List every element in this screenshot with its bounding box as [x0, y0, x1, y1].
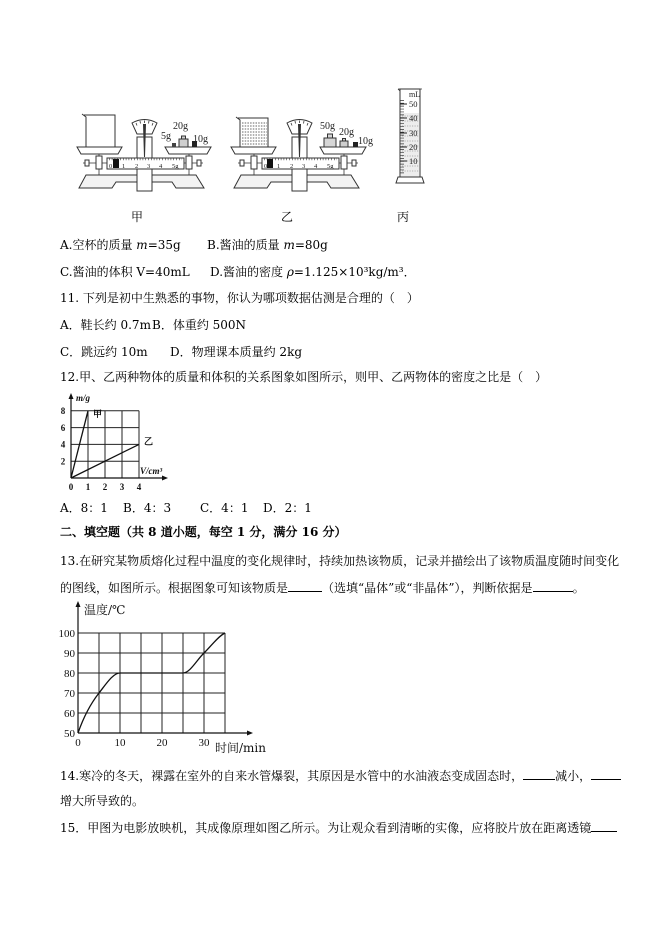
x-tick-label: 4 [136, 482, 142, 492]
beam-scale-label: 0 [264, 163, 268, 170]
option-variable: m [283, 238, 295, 252]
y-tick-label: 2 [60, 456, 66, 467]
q11-option-c: C．跳远约 10m [60, 345, 148, 359]
option-value: =80g [294, 238, 328, 252]
x-axis-label: 时间/min [215, 741, 266, 755]
option-variable: ρ [286, 265, 294, 279]
q14-text-part: 14.寒冷的冬天，裸露在室外的自来水管爆裂，其原因是水管中的水油液态变成固态时， [60, 769, 524, 783]
q13-text-part: （选填“晶体”或“非晶体”），判断依据是 [322, 581, 533, 595]
q14-line-2: 增大所导致的。 [60, 794, 145, 808]
q15-text: 15．甲图为电影放映机，其成像原理如图乙所示。为让观众看到清晰的实像，应将胶片放在距离透镜 [60, 821, 592, 835]
right-balance-nut[interactable] [352, 160, 356, 166]
q12-stem: 12.甲、乙两种物体的质量和体积的关系图象如图所示，则甲、乙两物体的密度之比是（ ） [60, 370, 548, 384]
option-text: A.空杯的质量 [60, 238, 137, 252]
q13-text-part: 。 [572, 581, 585, 595]
weight-5g [172, 143, 176, 147]
figure-caption-jia: 甲 [131, 210, 144, 224]
q15-line-1 [60, 819, 617, 836]
right-pan [165, 147, 211, 154]
y-tick-label: 50 [64, 727, 75, 740]
y-tick-label: 8 [60, 405, 66, 416]
beam-scale-label: 3 [147, 163, 151, 170]
answer-blank [288, 579, 322, 592]
weight-20g [340, 141, 348, 147]
x-axis-arrow-icon [162, 476, 168, 481]
weight-20g-knob [343, 139, 346, 142]
series-line [78, 633, 225, 733]
weight-label: 10g [358, 136, 373, 147]
left-balance-nut[interactable] [85, 160, 89, 166]
empty-beaker [82, 114, 115, 147]
weight-label: 20g [173, 121, 188, 132]
y-tick-label: 90 [64, 647, 75, 660]
right-beam-support [341, 156, 347, 169]
answer-blank [591, 767, 621, 780]
left-pan [231, 147, 276, 154]
x-tick-label: 10 [114, 737, 126, 749]
q13-temperature-time-chart [55, 598, 270, 758]
option-text: C.酱油的体积 V=40mL [60, 265, 190, 279]
rider [267, 159, 273, 168]
right-balance-nut[interactable] [197, 160, 201, 166]
y-tick-label: 70 [64, 687, 75, 700]
beam-scale-label: 4 [159, 163, 163, 170]
left-balance-nut[interactable] [240, 160, 244, 166]
q13-line-1: 13.在研究某物质熔化过程中温度的变化规律时，持续加热该物质，记录并描绘出了该物质温度随时间变化 [60, 554, 620, 568]
beam-scale-label: 2 [135, 163, 139, 170]
left-pan [77, 147, 122, 154]
beam-scale-label: 1 [122, 163, 126, 170]
q10-option-a [60, 237, 181, 253]
q12-option-d: D．2：1 [263, 501, 312, 515]
q10-option-d [210, 264, 416, 280]
y-axis-label: m/g [76, 393, 91, 403]
y-axis-arrow-icon [76, 601, 81, 607]
right-pan [320, 147, 366, 154]
figure-caption-bing: 丙 [397, 210, 410, 224]
answer-blank [533, 579, 573, 592]
beam-scale-label: 3 [302, 163, 306, 170]
x-axis-arrow-icon [247, 731, 253, 736]
q10-option-c [60, 264, 190, 280]
weight-50g-knob [328, 134, 333, 138]
q11-option-d: D．物理课本质量约 2kg [170, 345, 303, 359]
q11-option-a: A．鞋长约 0.7m [60, 318, 151, 332]
measuring-cylinder-figure [393, 86, 433, 186]
q12-mass-volume-chart [55, 390, 175, 495]
y-axis-arrow-icon [69, 393, 74, 399]
beam-scale-label: 1 [277, 163, 281, 170]
y-tick-label: 6 [60, 422, 66, 433]
x-tick-label: 0 [75, 737, 81, 749]
beam-scale-label: 4 [314, 163, 318, 170]
q11-option-b: B．体重约 500N [152, 318, 247, 332]
y-tick-label: 60 [64, 707, 75, 720]
beam-scale-label: 5g [172, 163, 179, 170]
weight-label: 50g [320, 121, 335, 132]
q11-stem: 11. 下列是初中生熟悉的事物，你认为哪项数据估测是合理的（ ） [60, 291, 419, 305]
q12-option-c: C．4：1 [200, 501, 249, 515]
q14-text-part: 减小， [555, 769, 592, 783]
series-label: 乙 [144, 437, 154, 448]
section-heading: 二、填空题（共 8 道小题，每空 1 分，满分 16 分） [60, 525, 347, 539]
x-tick-label: 20 [156, 737, 168, 749]
cylinder-base [396, 177, 424, 183]
beam-scale-label: 5g [327, 163, 334, 170]
q10-option-b [207, 237, 328, 253]
x-tick-label: 30 [198, 737, 210, 749]
y-tick-label: 100 [58, 627, 75, 640]
option-text: B.酱油的质量 [207, 238, 284, 252]
x-tick-label: 2 [102, 482, 108, 492]
weight-label: 10g [193, 134, 208, 145]
option-text: D.酱油的密度 [210, 265, 287, 279]
q14-line-1 [60, 767, 621, 784]
answer-blank [523, 767, 555, 780]
right-beam-support [186, 156, 192, 169]
figure-caption-yi: 乙 [281, 210, 294, 224]
y-tick-label: 4 [60, 439, 66, 450]
balance-jia-figure [72, 110, 222, 194]
weight-50g [324, 138, 336, 147]
x-tick-label: 0 [68, 482, 74, 492]
left-beam-support [251, 156, 257, 169]
x-tick-label: 3 [119, 482, 125, 492]
q12-option-b: B．4：3 [123, 501, 172, 515]
x-tick-label: 1 [85, 482, 91, 492]
weight-20g [179, 139, 188, 147]
option-value: =1.125×10³kg/m³． [293, 265, 416, 279]
balance-yi-figure [227, 110, 382, 194]
answer-blank [591, 819, 617, 832]
option-variable: m [136, 238, 148, 252]
series-label: 甲 [93, 409, 103, 420]
weight-label: 5g [161, 131, 171, 142]
cylinder-mark-label: 30 [409, 128, 418, 138]
cylinder-mark-label: 50 [409, 99, 418, 109]
y-axis-label: 温度/℃ [84, 603, 126, 617]
cylinder-mark-label: 10 [409, 156, 418, 166]
cylinder-mark-label: 20 [409, 142, 418, 152]
q12-option-a: A．8：1 [60, 501, 108, 515]
weight-20g-knob [182, 136, 186, 139]
beam-scale-label: 2 [290, 163, 294, 170]
left-beam-support [96, 156, 102, 169]
filled-beaker [236, 117, 268, 147]
y-tick-label: 80 [64, 667, 75, 680]
q13-line-2 [60, 579, 585, 596]
weight-label: 20g [339, 127, 354, 138]
rider [113, 159, 119, 168]
beam-scale-label: 0 [109, 163, 113, 170]
cylinder-unit-label: mL [409, 90, 421, 99]
option-value: =35g [147, 238, 181, 252]
x-axis-label: V/cm³ [140, 466, 163, 476]
cylinder-mark-label: 40 [409, 113, 418, 123]
q13-text-part: 的图线，如图所示。根据图象可知该物质是 [60, 581, 289, 595]
